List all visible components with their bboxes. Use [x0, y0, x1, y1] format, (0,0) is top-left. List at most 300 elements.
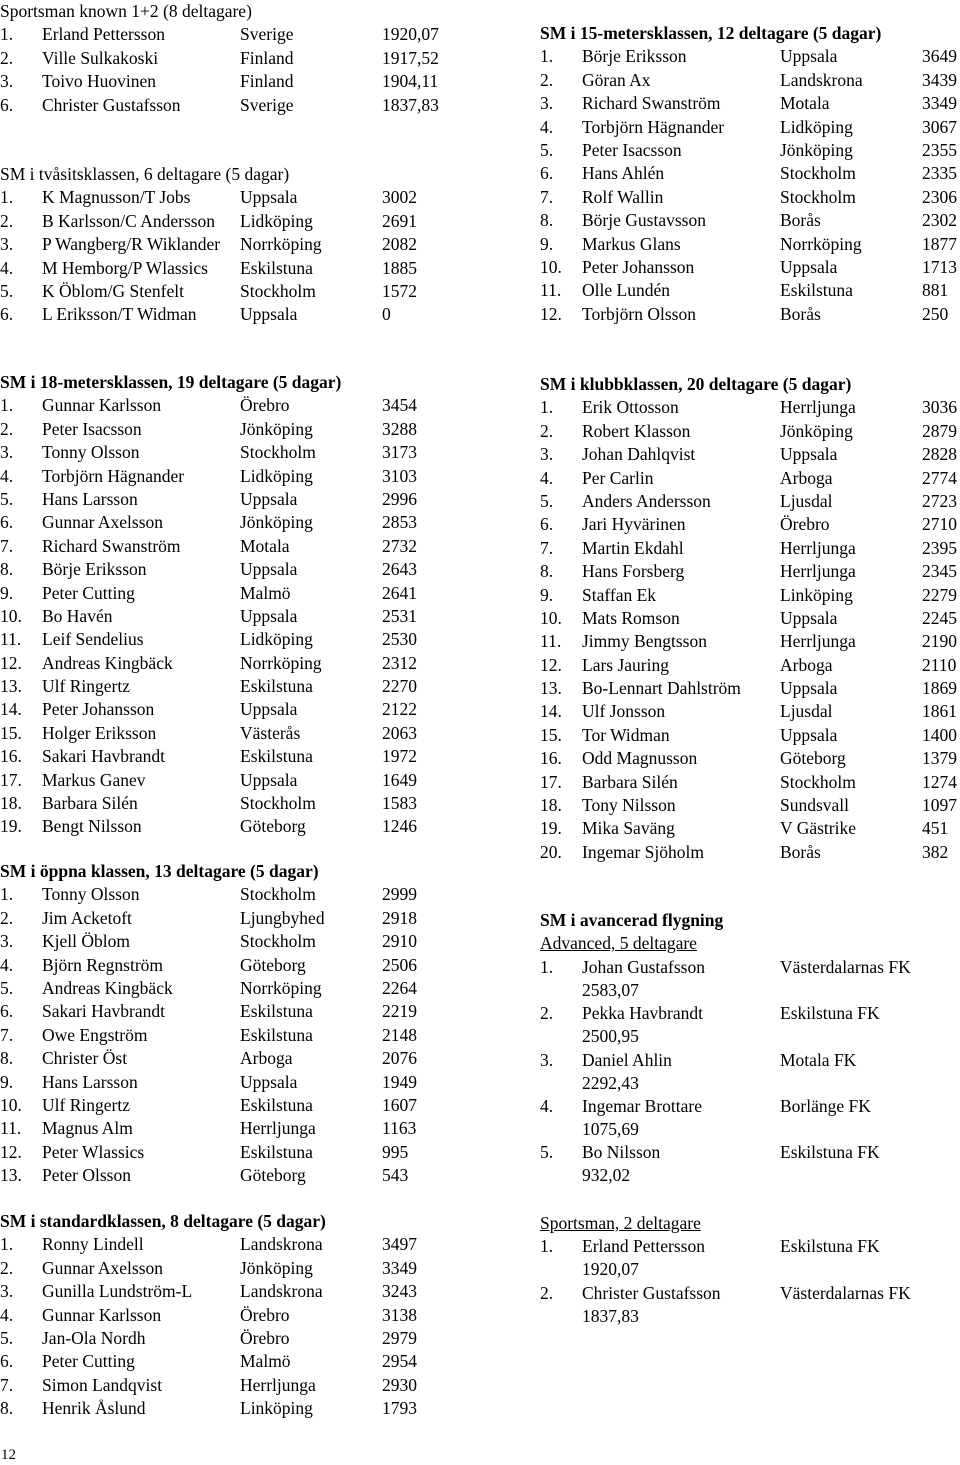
result-score: 1885 — [382, 257, 417, 278]
result-score: 3243 — [382, 1281, 417, 1302]
result-name: Markus Ganev — [42, 769, 146, 790]
result-rank: 12. — [540, 303, 562, 324]
result-score: 2710 — [922, 514, 957, 535]
result-row — [540, 1002, 960, 1048]
result-club: Stockholm — [780, 186, 856, 207]
result-rank: 11. — [540, 280, 562, 301]
result-score: 1904,11 — [382, 71, 439, 92]
result-rank: 17. — [0, 769, 22, 790]
result-name: Gunnar Axelsson — [42, 512, 164, 533]
result-score: 2530 — [382, 629, 417, 650]
result-rank: 17. — [540, 771, 562, 792]
result-name: Ulf Ringertz — [42, 1094, 130, 1115]
result-score: 543 — [382, 1165, 409, 1186]
result-row — [540, 162, 960, 185]
result-club: Norrköping — [780, 233, 862, 254]
result-score: 2853 — [382, 512, 417, 533]
result-name: Gunnar Axelsson — [42, 1257, 164, 1278]
result-name: Christer Gustafsson — [582, 1282, 721, 1303]
result-row — [540, 607, 960, 630]
result-name: Börje Eriksson — [42, 559, 147, 580]
result-score: 2732 — [382, 535, 417, 556]
result-rank: 1. — [540, 397, 554, 418]
result-rank: 9. — [0, 582, 14, 603]
result-row — [0, 582, 470, 605]
result-name: Bo Nilsson — [582, 1142, 661, 1163]
result-score: 3138 — [382, 1304, 417, 1325]
result-row — [0, 186, 470, 209]
result-score: 2531 — [382, 605, 417, 626]
result-score: 2500,95 — [582, 1026, 639, 1047]
section-subtitle: Advanced, 5 deltagare — [540, 933, 697, 954]
result-name: Peter Johansson — [582, 256, 695, 277]
result-rank: 2. — [0, 210, 14, 231]
result-rank: 4. — [540, 116, 554, 137]
sportsman-section — [540, 1212, 960, 1328]
section-title: SM i standardklassen, 8 deltagare (5 dagar) — [0, 1211, 326, 1231]
result-club: Lidköping — [240, 629, 313, 650]
result-rank: 5. — [0, 1327, 14, 1348]
result-row — [540, 654, 960, 677]
result-name: P Wangberg/R Wiklander — [42, 234, 221, 255]
result-club: Eskilstuna — [240, 1024, 313, 1045]
result-name: Börje Eriksson — [582, 46, 687, 67]
result-club: Motala — [780, 93, 830, 114]
result-rank: 8. — [540, 561, 554, 582]
result-name: Martin Ekdahl — [582, 537, 684, 558]
result-rank: 3. — [0, 442, 14, 463]
result-club: Finland — [240, 47, 294, 68]
result-name: Robert Klasson — [582, 420, 691, 441]
result-name: Kjell Öblom — [42, 931, 130, 952]
result-club: Stockholm — [240, 793, 316, 814]
result-score: 2954 — [382, 1351, 417, 1372]
result-club: Göteborg — [240, 954, 306, 975]
result-rank: 9. — [540, 233, 554, 254]
result-score: 2691 — [382, 210, 417, 231]
result-name: Toivo Huovinen — [42, 71, 156, 92]
result-row — [540, 186, 960, 209]
result-row — [540, 233, 960, 256]
result-name: Tor Widman — [582, 724, 670, 745]
result-row — [0, 210, 470, 233]
result-score: 382 — [922, 841, 949, 862]
result-club: Herrljunga — [780, 537, 856, 558]
result-rank: 5. — [0, 977, 14, 998]
result-rank: 6. — [0, 512, 14, 533]
result-score: 2110 — [922, 654, 957, 675]
result-row — [0, 1280, 470, 1303]
result-row — [0, 605, 470, 628]
result-score: 2583,07 — [582, 979, 639, 1000]
result-rank: 20. — [540, 841, 562, 862]
result-club: Sverige — [240, 24, 294, 45]
result-rank: 10. — [0, 605, 22, 626]
result-name: Jan-Ola Nordh — [42, 1327, 146, 1348]
result-club: Norrköping — [240, 652, 322, 673]
result-row — [540, 700, 960, 723]
result-rank: 6. — [0, 1351, 14, 1372]
result-rank: 1. — [0, 395, 14, 416]
result-row — [0, 441, 470, 464]
result-rank: 5. — [0, 280, 14, 301]
result-rank: 6. — [540, 163, 554, 184]
result-rank: 5. — [540, 490, 554, 511]
result-score: 2930 — [382, 1374, 417, 1395]
result-club: Eskilstuna — [240, 1094, 313, 1115]
result-row — [540, 817, 960, 840]
result-score: 1075,69 — [582, 1118, 639, 1139]
result-row — [540, 443, 960, 466]
result-name: Anders Andersson — [582, 490, 711, 511]
result-score: 1949 — [382, 1071, 417, 1092]
result-name: Leif Sendelius — [42, 629, 144, 650]
result-name: Owe Engström — [42, 1024, 148, 1045]
result-score: 2395 — [922, 537, 957, 558]
result-score: 3103 — [382, 465, 417, 486]
result-score: 2148 — [382, 1024, 417, 1045]
result-score: 1972 — [382, 746, 417, 767]
result-row — [540, 69, 960, 92]
result-name: Odd Magnusson — [582, 748, 698, 769]
result-club: Eskilstuna — [240, 676, 313, 697]
result-rank: 2. — [0, 1257, 14, 1278]
result-rank: 4. — [0, 257, 14, 278]
result-rank: 1. — [0, 187, 14, 208]
result-name: Johan Gustafsson — [582, 956, 705, 977]
result-club: Ljungbyhed — [240, 907, 325, 928]
result-row — [0, 883, 470, 906]
result-name: K Öblom/G Stenfelt — [42, 280, 184, 301]
result-name: Andreas Kingbäck — [42, 977, 173, 998]
result-club: Uppsala — [780, 46, 838, 67]
result-rank: 4. — [0, 465, 14, 486]
result-row — [540, 1235, 960, 1281]
result-club: Lidköping — [240, 210, 313, 231]
result-score: 2996 — [382, 488, 417, 509]
result-name: Magnus Alm — [42, 1118, 133, 1139]
result-club: Landskrona — [240, 1281, 323, 1302]
result-score: 2292,43 — [582, 1072, 639, 1093]
result-score: 995 — [382, 1141, 409, 1162]
result-rank: 7. — [540, 537, 554, 558]
result-name: L Eriksson/T Widman — [42, 304, 197, 325]
result-name: Hans Larsson — [42, 1071, 138, 1092]
result-rank: 2. — [540, 69, 554, 90]
result-row — [540, 116, 960, 139]
result-name: Staffan Ek — [582, 584, 657, 605]
page-number: 12 — [1, 1447, 16, 1463]
result-rank: 3. — [0, 1281, 14, 1302]
result-name: Ronny Lindell — [42, 1234, 144, 1255]
result-rank: 1. — [540, 46, 554, 67]
standardklassen-section — [0, 1210, 470, 1421]
result-name: Erland Pettersson — [582, 1236, 705, 1257]
result-club: Herrljunga — [240, 1118, 316, 1139]
result-row — [540, 630, 960, 653]
result-name: Jim Acketoft — [42, 907, 132, 928]
result-club: Göteborg — [240, 1165, 306, 1186]
result-score: 1837,83 — [382, 94, 439, 115]
result-name: Peter Johansson — [42, 699, 155, 720]
result-club: Göteborg — [780, 748, 846, 769]
result-row — [540, 256, 960, 279]
section-title: SM i tvåsitsklassen, 6 deltagare (5 dagar) — [0, 164, 290, 184]
result-row — [0, 1257, 470, 1280]
result-row — [540, 537, 960, 560]
result-row — [540, 1049, 960, 1095]
result-score: 1163 — [382, 1118, 417, 1139]
result-score: 2076 — [382, 1048, 417, 1069]
result-row — [0, 1233, 470, 1256]
result-score: 2918 — [382, 907, 417, 928]
oppna-klassen-section — [0, 860, 470, 1187]
result-rank: 2. — [540, 1282, 554, 1303]
result-row — [0, 1000, 470, 1023]
result-club: Herrljunga — [780, 397, 856, 418]
result-name: Torbjörn Olsson — [582, 303, 696, 324]
result-club: Uppsala — [240, 1071, 298, 1092]
result-rank: 2. — [540, 1003, 554, 1024]
section-title: Sportsman known 1+2 (8 deltagare) — [0, 1, 252, 21]
result-rank: 4. — [0, 1304, 14, 1325]
result-name: Tonny Olsson — [42, 442, 140, 463]
result-club: Uppsala — [780, 724, 838, 745]
result-club: Stockholm — [240, 280, 316, 301]
result-row — [0, 94, 470, 117]
result-name: B Karlsson/C Andersson — [42, 210, 216, 231]
result-score: 3036 — [922, 397, 957, 418]
result-row — [0, 558, 470, 581]
result-club: Uppsala — [240, 605, 298, 626]
result-rank: 9. — [540, 584, 554, 605]
result-name: Gunnar Karlsson — [42, 395, 162, 416]
result-row — [0, 233, 470, 256]
result-rank: 12. — [0, 1141, 22, 1162]
result-rank: 2. — [0, 47, 14, 68]
result-rank: 8. — [540, 210, 554, 231]
result-club: Stockholm — [780, 771, 856, 792]
result-rank: 15. — [540, 724, 562, 745]
result-rank: 11. — [540, 631, 562, 652]
result-rank: 14. — [0, 699, 22, 720]
result-row — [540, 396, 960, 419]
result-row — [540, 1095, 960, 1141]
result-rank: 6. — [0, 94, 14, 115]
result-name: Erland Pettersson — [42, 24, 165, 45]
result-row — [540, 1141, 960, 1187]
result-row — [540, 841, 960, 864]
result-club: Stockholm — [780, 163, 856, 184]
result-row — [0, 815, 470, 838]
result-rank: 14. — [540, 701, 562, 722]
result-name: Simon Landqvist — [42, 1374, 163, 1395]
result-row — [0, 465, 470, 488]
result-club: Uppsala — [240, 187, 298, 208]
result-name: Ville Sulkakoski — [42, 47, 159, 68]
result-rank: 1. — [0, 1234, 14, 1255]
result-row — [0, 418, 470, 441]
result-name: Barbara Silén — [42, 793, 138, 814]
result-name: Bengt Nilsson — [42, 816, 142, 837]
result-score: 3454 — [382, 395, 417, 416]
result-club: Linköping — [780, 584, 853, 605]
result-club: Linköping — [240, 1398, 313, 1419]
result-rank: 7. — [0, 1374, 14, 1395]
result-club: Borås — [780, 841, 821, 862]
result-score: 2279 — [922, 584, 957, 605]
result-score: 2910 — [382, 931, 417, 952]
result-score: 2999 — [382, 884, 417, 905]
result-row — [0, 1141, 470, 1164]
result-row — [540, 677, 960, 700]
result-rank: 6. — [0, 1001, 14, 1022]
result-club: Örebro — [240, 395, 290, 416]
result-rank: 3. — [0, 71, 14, 92]
result-club: Norrköping — [240, 234, 322, 255]
result-rank: 11. — [0, 1118, 22, 1139]
result-score: 1246 — [382, 816, 417, 837]
result-club: Jönköping — [240, 418, 313, 439]
result-row — [0, 1327, 470, 1350]
result-rank: 13. — [0, 1165, 22, 1186]
result-club: Eskilstuna FK — [780, 1236, 880, 1257]
result-row — [540, 139, 960, 162]
result-row — [0, 511, 470, 534]
result-name: Sakari Havbrandt — [42, 746, 165, 767]
result-name: Tonny Olsson — [42, 884, 140, 905]
result-rank: 4. — [540, 1095, 554, 1116]
result-club: Borås — [780, 210, 821, 231]
result-rank: 18. — [0, 793, 22, 814]
result-row — [0, 792, 470, 815]
result-row — [0, 1117, 470, 1140]
result-name: Barbara Silén — [582, 771, 678, 792]
result-score: 2302 — [922, 210, 957, 231]
result-row — [0, 628, 470, 651]
result-score: 2219 — [382, 1001, 417, 1022]
result-name: Olle Lundén — [582, 280, 670, 301]
result-rank: 3. — [540, 1049, 554, 1070]
sportsman-known-section — [0, 0, 470, 117]
result-name: Johan Dahlqvist — [582, 444, 696, 465]
result-rank: 5. — [0, 488, 14, 509]
result-club: Ljusdal — [780, 490, 833, 511]
result-club: Uppsala — [780, 444, 838, 465]
result-row — [0, 698, 470, 721]
result-name: Christer Gustafsson — [42, 94, 181, 115]
result-row — [0, 1094, 470, 1117]
result-club: Västerås — [240, 722, 301, 743]
result-name: Björn Regnström — [42, 954, 164, 975]
result-score: 2306 — [922, 186, 957, 207]
result-club: Eskilstuna — [240, 257, 313, 278]
result-rank: 2. — [0, 418, 14, 439]
result-club: Norrköping — [240, 977, 322, 998]
result-rank: 7. — [540, 186, 554, 207]
result-name: Peter Isacsson — [42, 418, 142, 439]
result-rank: 3. — [540, 93, 554, 114]
result-score: 3439 — [922, 69, 957, 90]
section-title: SM i 15-metersklassen, 12 deltagare (5 dagar) — [540, 23, 882, 43]
result-name: Bo Havén — [42, 605, 113, 626]
result-club: Landskrona — [780, 69, 863, 90]
result-club: Jönköping — [240, 1257, 313, 1278]
result-rank: 7. — [0, 1024, 14, 1045]
result-row — [540, 279, 960, 302]
result-row — [0, 954, 470, 977]
result-name: Hans Forsberg — [582, 561, 685, 582]
result-rank: 3. — [0, 931, 14, 952]
result-row — [0, 1024, 470, 1047]
result-score: 250 — [922, 303, 949, 324]
result-rank: 19. — [540, 818, 562, 839]
result-row — [540, 724, 960, 747]
result-club: Eskilstuna — [240, 1001, 313, 1022]
result-rank: 16. — [540, 748, 562, 769]
result-rank: 5. — [540, 1142, 554, 1163]
tvasitsklassen-section — [0, 163, 470, 327]
result-row — [0, 488, 470, 511]
result-rank: 11. — [0, 629, 22, 650]
result-name: Ulf Ringertz — [42, 676, 130, 697]
result-name: Mika Saväng — [582, 818, 675, 839]
result-row — [540, 956, 960, 1002]
result-club: Landskrona — [240, 1234, 323, 1255]
result-name: Ulf Jonsson — [582, 701, 666, 722]
result-name: Lars Jauring — [582, 654, 669, 675]
result-score: 3349 — [382, 1257, 417, 1278]
result-score: 1861 — [922, 701, 957, 722]
result-club: Arboga — [780, 654, 833, 675]
result-name: Markus Glans — [582, 233, 681, 254]
result-row — [0, 1374, 470, 1397]
result-score: 3649 — [922, 46, 957, 67]
result-score: 3349 — [922, 93, 957, 114]
result-club: Uppsala — [240, 304, 298, 325]
result-name: Peter Cutting — [42, 582, 135, 603]
result-row — [540, 420, 960, 443]
result-score: 1793 — [382, 1398, 417, 1419]
result-rank: 6. — [0, 304, 14, 325]
result-rank: 12. — [540, 654, 562, 675]
result-row — [540, 771, 960, 794]
result-club: Uppsala — [240, 488, 298, 509]
result-score: 2641 — [382, 582, 417, 603]
result-row — [0, 535, 470, 558]
result-name: Bo-Lennart Dahlström — [582, 678, 741, 699]
result-score: 3173 — [382, 442, 417, 463]
result-rank: 13. — [0, 676, 22, 697]
result-score: 2122 — [382, 699, 417, 720]
result-name: Rolf Wallin — [582, 186, 664, 207]
result-club: Ljusdal — [780, 701, 833, 722]
result-row — [0, 1071, 470, 1094]
section-title: SM i avancerad flygning — [540, 910, 724, 930]
18-metersklassen-section — [0, 371, 470, 839]
result-row — [0, 722, 470, 745]
result-name: Henrik Åslund — [42, 1398, 146, 1419]
result-club: Västerdalarnas FK — [780, 1282, 911, 1303]
result-score: 1274 — [922, 771, 957, 792]
result-row — [0, 303, 470, 326]
result-score: 2335 — [922, 163, 957, 184]
section-title: SM i klubbklassen, 20 deltagare (5 dagar) — [540, 374, 852, 394]
result-club: Herrljunga — [780, 561, 856, 582]
result-name: Daniel Ahlin — [582, 1049, 672, 1070]
result-rank: 3. — [0, 234, 14, 255]
result-score: 2063 — [382, 722, 417, 743]
